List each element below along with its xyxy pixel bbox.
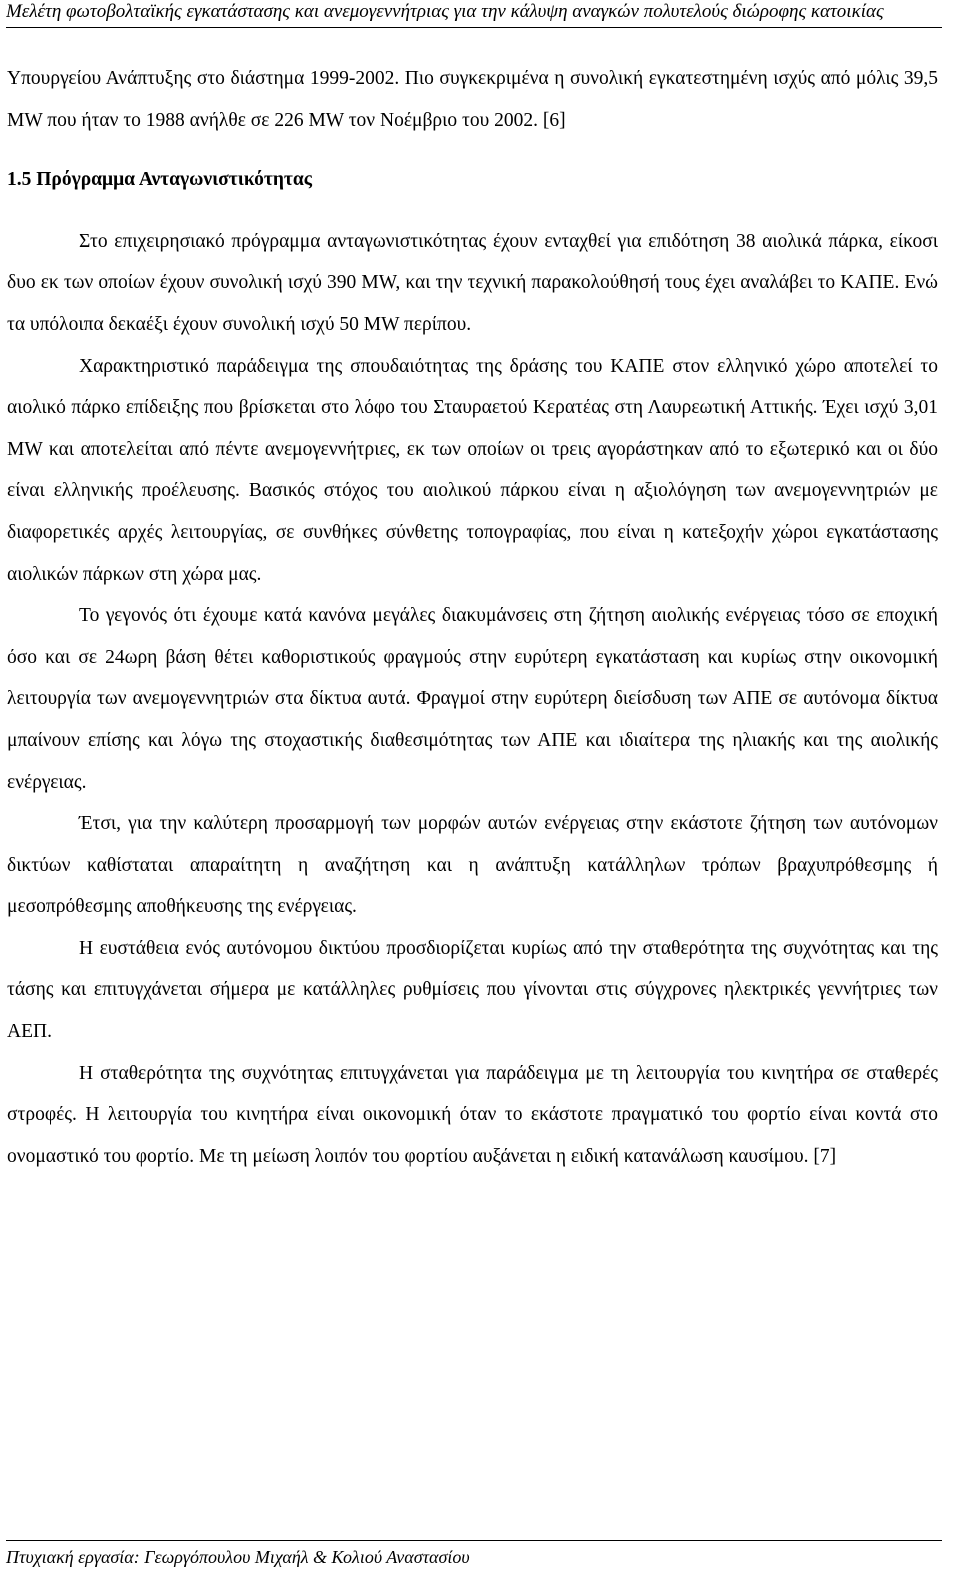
paragraph-demand-fluctuations: Το γεγονός ότι έχουμε κατά κανόνα μεγάλες διακυμάνσεις στη ζήτηση αιολικής ενέργειας τόσο σε εποχική όσο και σε 24ωρη βάση θέτει καθοριστικούς φραγμούς στην ευρύτερη εγκατάσταση και κυρίως στην οικονομική λειτουργία των ανεμογεννητριών στα δίκτυα αυτά. Φραγμοί στην ευρύτερη διείσδυση των ΑΠΕ σε αυτόνομα δίκτυα μπαίνουν επίσης και λόγω της στοχαστικής διαθεσιμότητας των ΑΠΕ και ιδιαίτερα της ηλιακής και της αιολικής ενέργειας. [7,605,938,793]
header-divider [6,27,942,28]
paragraph-competitiveness: Στο επιχειρησιακό πρόγραμμα ανταγωνιστικότητας έχουν ενταχθεί για επιδότηση 38 αιολικά πάρκα, είκοσι δυο εκ των οποίων έχουν συνολική ισχύ 390 MW, και την τεχνική παρακολούθησή τους έχει αναλάβει το ΚΑΠΕ. Ενώ τα υπόλοιπα δεκαέξι έχουν συνολική ισχύ 50 MW περίπου. [7,230,938,335]
section-heading: 1.5 Πρόγραμμα Ανταγωνιστικότητας [7,169,313,191]
paragraph-frequency-stability: Η σταθερότητα της συχνότητας επιτυγχάνεται για παράδειγμα με τη λειτουργία του κινητήρα σε σταθερές στροφές. Η λειτουργία του κινητήρα είναι οικονομική όταν το εκάστοτε πραγματικό του φορτίο είναι κοντά στο ονομαστικό του φορτίο. Με τη μείωση λοιπόν του φορτίου αυξάνεται η ειδική κατανάλωση καυσίμου. [7] [7,1062,938,1167]
intro-paragraph: Υπουργείου Ανάπτυξης στο διάστημα 1999-2002. Πιο συγκεκριμένα η συνολική εγκατεστημένη ισχύς από μόλις 39,5 MW που ήταν το 1988 ανήλθε σε 226 MW τον Νοέμβριο του 2002. [6] [7,68,938,131]
footer-divider [6,1540,942,1541]
paragraph-network-stability: Η ευστάθεια ενός αυτόνομου δικτύου προσδιορίζεται κυρίως από την σταθερότητα της συχνότητας και της τάσης και επιτυγχάνεται σήμερα με κατάλληλες ρυθμίσεις που γίνονται στις σύγχρονες ηλεκτρικές γεννήτριες των ΑΕΠ. [7,937,938,1043]
paragraph-stavraetos-example: Χαρακτηριστικό παράδειγμα της σπουδαιότητας της δράσης του ΚΑΠΕ στον ελληνικό χώρο αποτελεί το αιολικό πάρκο επίδειξης που βρίσκεται στο λόφο του Σταυραετού Κερατέας στη Λαυρεωτική Αττικής. Έχει ισχύ 3,01 MW και αποτελείται από πέντε ανεμογεννήτριες, εκ των οποίων οι τρεις αγοράστηκαν από το εξωτερικό και οι δύο είναι ελληνικής προέλευσης. Βασικός στόχος του αιολικού πάρκου είναι η αξιολόγηση των ανεμογεννητριών με διαφορετικές αρχές λειτουργίας, σε συνθήκες σύνθετης τοπογραφίας, που είναι η κατεξοχήν χώροι εγκατάστασης αιολικών πάρκων στη χώρα μας. [7,355,938,585]
body-text [7,58,938,1177]
running-header: Μελέτη φωτοβολταϊκής εγκατάστασης και ανεμογεννήτριας για την κάλυψη αναγκών πολυτελούς διώροφης κατοικίας [6,1,884,22]
running-footer: Πτυχιακή εργασία: Γεωργόπουλου Μιχαήλ & Κολιού Αναστασίου [6,1547,470,1567]
paragraph-energy-storage: Έτσι, για την καλύτερη προσαρμογή των μορφών αυτών ενέργειας στην εκάστοτε ζήτηση των αυτόνομων δικτύων καθίσταται απαραίτητη η αναζήτηση και η ανάπτυξη κατάλληλων τρόπων βραχυπρόθεσμης ή μεσοπρόθεσμης αποθήκευσης της ενέργειας. [7,813,938,918]
